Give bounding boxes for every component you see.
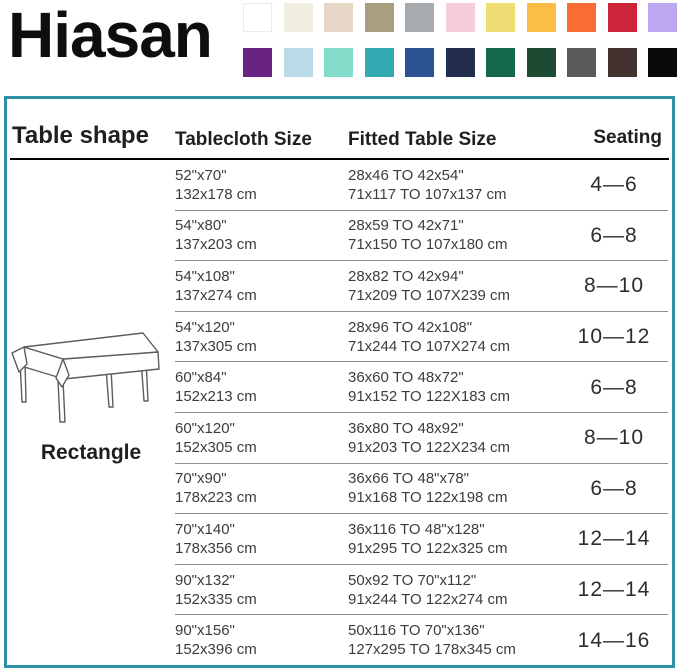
tablecloth-size-inches: 60"x84"	[175, 369, 227, 387]
tablecloth-size-cm: 152x335 cm	[175, 590, 257, 608]
rectangle-table-illustration	[9, 320, 163, 430]
tablecloth-size-inches: 90"x132"	[175, 571, 235, 589]
size-table-row	[175, 362, 668, 413]
seating-cell: 14—16	[577, 628, 651, 652]
color-swatch-gold	[527, 3, 556, 32]
swatch-row-light	[243, 3, 677, 32]
tablecloth-size-cell	[175, 419, 348, 457]
tablecloth-size-inches: 54"x108"	[175, 267, 235, 285]
fitted-size-inches: 50x116 TO 70"x136"	[348, 622, 485, 640]
tablecloth-size-cm: 137x305 cm	[175, 337, 257, 355]
brand-logo: Hiasan	[8, 0, 212, 71]
fitted-table-size-cell	[348, 216, 560, 254]
size-table-row	[175, 160, 668, 211]
color-swatch-purple	[243, 48, 272, 77]
tablecloth-size-cell	[175, 469, 348, 507]
color-swatch-white	[243, 3, 272, 32]
tablecloth-size-inches: 70"x140"	[175, 520, 235, 538]
color-swatch-black	[648, 48, 677, 77]
table-shape-label: Rectangle	[40, 441, 142, 464]
fitted-table-size-cell	[348, 520, 560, 558]
size-table-row	[175, 464, 668, 515]
color-swatch-ivory	[284, 3, 313, 32]
fitted-size-cm: 91x168 TO 122x198 cm	[348, 489, 508, 507]
fitted-size-inches: 36x116 TO 48"x128"	[348, 520, 485, 538]
fitted-table-size-cell	[348, 166, 560, 204]
size-table-row	[175, 312, 668, 363]
seating-cell: 6—8	[590, 223, 638, 247]
fitted-table-size-cell	[348, 571, 560, 609]
seating-cell: 6—8	[590, 476, 638, 500]
color-swatch-blue	[405, 48, 434, 77]
swatch-row-dark	[243, 48, 677, 77]
color-swatch-navy	[446, 48, 475, 77]
color-swatch-beige	[324, 3, 353, 32]
seating-cell: 4—6	[590, 173, 638, 197]
fitted-size-cm: 91x295 TO 122x325 cm	[348, 539, 508, 557]
color-swatch-taupe	[365, 3, 394, 32]
seating-cell: 12—14	[577, 578, 651, 602]
tablecloth-size-cm: 178x223 cm	[175, 489, 257, 507]
fitted-table-size-cell	[348, 419, 560, 457]
color-swatch-teal	[365, 48, 394, 77]
tablecloth-size-cm: 132x178 cm	[175, 185, 257, 203]
tablecloth-size-cm: 178x356 cm	[175, 539, 257, 557]
fitted-table-size-cell	[348, 318, 560, 356]
column-header-fitted-table-size: Fitted Table Size	[348, 129, 497, 150]
tablecloth-size-cell	[175, 621, 348, 659]
column-header-seating: Seating	[593, 127, 662, 148]
fitted-size-inches: 28x59 TO 42x71"	[348, 217, 464, 235]
color-swatch-orange	[567, 3, 596, 32]
color-swatch-red	[608, 3, 637, 32]
size-table-row	[175, 413, 668, 464]
fitted-size-cm: 71x117 TO 107x137 cm	[348, 185, 507, 203]
fitted-table-size-cell	[348, 621, 560, 659]
tablecloth-size-cm: 152x213 cm	[175, 388, 257, 406]
color-swatch-light-blue	[284, 48, 313, 77]
tablecloth-size-cell	[175, 368, 348, 406]
color-swatch-dark-grey	[567, 48, 596, 77]
fitted-size-cm: 71x150 TO 107x180 cm	[348, 236, 508, 254]
color-swatch-brown	[608, 48, 637, 77]
tablecloth-size-inches: 70"x90"	[175, 470, 227, 488]
tablecloth-size-inches: 52"x70"	[175, 166, 227, 184]
fitted-table-size-cell	[348, 469, 560, 507]
color-swatch-lavender	[648, 3, 677, 32]
seating-cell: 8—10	[583, 426, 645, 450]
tablecloth-size-cm: 152x396 cm	[175, 641, 257, 659]
fitted-size-inches: 28x46 TO 42x54"	[348, 166, 464, 184]
tablecloth-size-cell	[175, 571, 348, 609]
seating-cell: 8—10	[583, 274, 645, 298]
fitted-size-cm: 127x295 TO 178x345 cm	[348, 641, 516, 659]
tablecloth-size-inches: 90"x156"	[175, 622, 235, 640]
seating-cell: 6—8	[590, 375, 638, 399]
tablecloth-size-cell	[175, 520, 348, 558]
fitted-size-inches: 50x92 TO 70"x112"	[348, 571, 477, 589]
fitted-size-cm: 91x203 TO 122X234 cm	[348, 438, 511, 456]
fitted-table-size-cell	[348, 368, 560, 406]
color-swatch-grey	[405, 3, 434, 32]
size-table-row	[175, 514, 668, 565]
fitted-size-inches: 28x96 TO 42x108"	[348, 318, 473, 336]
tablecloth-size-cm: 152x305 cm	[175, 438, 257, 456]
fitted-size-cm: 71x244 TO 107X274 cm	[348, 337, 511, 355]
color-swatch-aqua	[324, 48, 353, 77]
tablecloth-size-cm: 137x274 cm	[175, 286, 257, 304]
size-table-row	[175, 565, 668, 616]
tablecloth-size-cell	[175, 166, 348, 204]
tablecloth-size-cm: 137x203 cm	[175, 236, 257, 254]
seating-cell: 10—12	[577, 325, 651, 349]
tablecloth-size-cell	[175, 216, 348, 254]
color-swatch-green	[486, 48, 515, 77]
tablecloth-size-cell	[175, 267, 348, 305]
tablecloth-size-cell	[175, 318, 348, 356]
seating-cell: 12—14	[577, 527, 651, 551]
tablecloth-size-inches: 54"x120"	[175, 318, 235, 336]
fitted-size-inches: 36x60 TO 48x72"	[348, 369, 464, 387]
size-table-row	[175, 211, 668, 262]
size-table-row	[175, 261, 668, 312]
column-header-table-shape: Table shape	[12, 122, 149, 149]
fitted-size-cm: 91x244 TO 122x274 cm	[348, 590, 508, 608]
fitted-size-inches: 36x80 TO 48x92"	[348, 419, 464, 437]
column-header-tablecloth-size: Tablecloth Size	[175, 129, 312, 150]
fitted-size-inches: 28x82 TO 42x94"	[348, 267, 464, 285]
fitted-table-size-cell	[348, 267, 560, 305]
size-chart-panel	[4, 96, 675, 668]
size-table-row	[175, 615, 668, 665]
color-swatch-light-yellow	[486, 3, 515, 32]
tablecloth-size-inches: 54"x80"	[175, 217, 227, 235]
color-swatch-forest-green	[527, 48, 556, 77]
fitted-size-cm: 71x209 TO 107X239 cm	[348, 286, 511, 304]
color-swatch-grid	[243, 3, 677, 93]
tablecloth-size-inches: 60"x120"	[175, 419, 235, 437]
color-swatch-pink	[446, 3, 475, 32]
fitted-size-inches: 36x66 TO 48"x78"	[348, 470, 470, 488]
table-shape-cell	[7, 160, 175, 665]
fitted-size-cm: 91x152 TO 122X183 cm	[348, 388, 511, 406]
